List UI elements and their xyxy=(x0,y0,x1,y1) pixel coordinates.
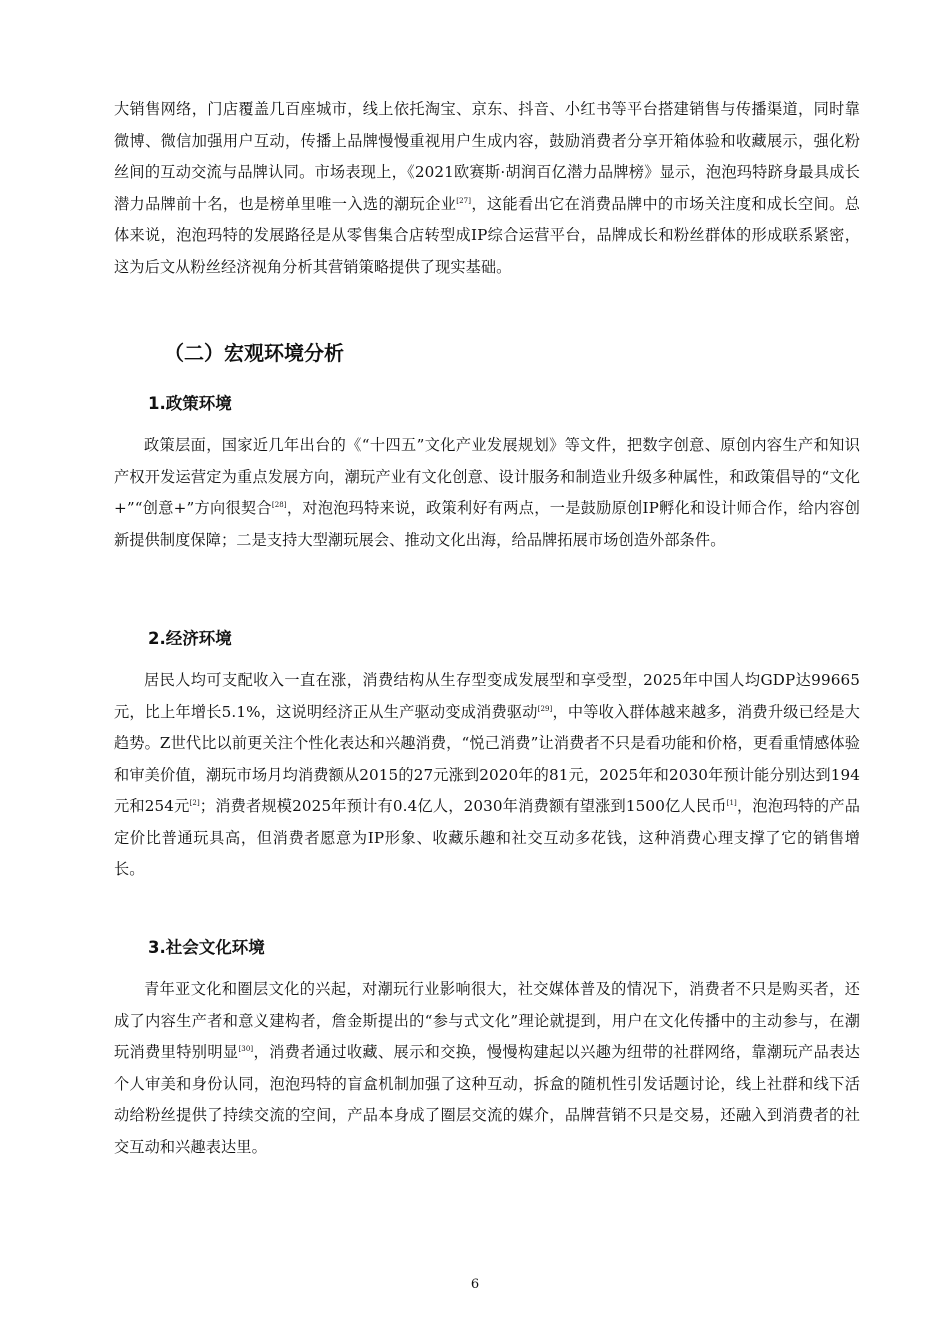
paragraph-text: ，对泡泡玛特来说，政策利好有两点，一是鼓励原创IP孵化和设计师合作，给内容创新提供制度保障；二是支持大型潮玩展会、推动文化出海，给品牌拓展市场创造外部条件。 xyxy=(114,499,860,549)
paragraph-text: 政策层面，国家近几年出台的《“十四五”文化产业发展规划》等文件，把数字创意、原创内容生产和知识产权开发运营定为重点发展方向，潮玩产业有文化创意、设计服务和制造业升级多种属性，和政策倡导的“文化+”“创意+”方向很契合 xyxy=(114,436,860,517)
section-heading: （二）宏观环境分析 xyxy=(164,341,344,365)
citation-ref: [2] xyxy=(189,798,200,807)
body-paragraph-policy xyxy=(114,430,860,556)
body-paragraph-social-culture xyxy=(114,974,860,1163)
paragraph-text: 青年亚文化和圈层文化的兴起，对潮玩行业影响很大，社交媒体普及的情况下，消费者不只是购买者，还成了内容生产者和意义建构者，詹金斯提出的“参与式文化”理论就提到，用户在文化传播中的主动参与，在潮玩消费里特别明显 xyxy=(114,980,860,1061)
paragraph-text: ，中等收入群体越来越多，消费升级已经是大趋势。Z世代比以前更关注个性化表达和兴趣消费，“悦己消费”让消费者不只是看功能和价格，更看重情感体验和审美价值，潮玩市场月均消费额从2015的27元涨到2020年的81元，2025年和2030年预计能分别达到194元和254元 xyxy=(114,702,861,815)
body-paragraph-economy xyxy=(114,665,860,886)
page-number: 6 xyxy=(470,1277,480,1292)
paragraph-text: ，消费者通过收藏、展示和交换，慢慢构建起以兴趣为纽带的社群网络，靠潮玩产品表达个人审美和身份认同，泡泡玛特的盲盒机制加强了这种互动，拆盒的随机性引发话题讨论，线上社群和线下活动给粉丝提供了持续交流的空间，产品本身成了圈层交流的媒介，品牌营销不只是交易，还融入到消费者的社交互动和兴趣表达里。 xyxy=(114,1043,860,1156)
citation-ref: [29] xyxy=(537,704,553,713)
citation-ref: [30] xyxy=(238,1044,254,1053)
body-paragraph-continued xyxy=(114,94,860,283)
subsection-heading-economy: 2.经济环境 xyxy=(148,629,232,648)
subsection-heading-social-culture: 3.社会文化环境 xyxy=(148,938,265,957)
paragraph-text: ；消费者规模2025年预计有0.4亿人，2030年消费额有望涨到1500亿人民币 xyxy=(199,797,727,815)
paragraph-text: ，这能看出它在消费品牌中的市场关注度和成长空间。总体来说，泡泡玛特的发展路径是从零售集合店转型成IP综合运营平台，品牌成长和粉丝群体的形成联系紧密，这为后文从粉丝经济视角分析其营销策略提供了现实基础。 xyxy=(114,194,861,276)
citation-ref: [28] xyxy=(271,500,287,509)
citation-ref: [1] xyxy=(726,798,737,807)
paragraph-text: 大销售网络，门店覆盖几百座城市，线上依托淘宝、京东、抖音、小红书等平台搭建销售与传播渠道，同时靠微博、微信加强用户互动，传播上品牌慢慢重视用户生成内容，鼓励消费者分享开箱体验和收藏展示，强化粉丝间的互动交流与品牌认同。市场表现上，《2021欧赛斯·胡润百亿潜力品牌榜》显示，泡泡玛特跻身最具成长潜力品牌前十名，也是榜单里唯一入选的潮玩企业 xyxy=(114,100,860,213)
paragraph-text: ，泡泡玛特的产品定价比普通玩具高，但消费者愿意为IP形象、收藏乐趣和社交互动多花钱，这种消费心理支撑了它的销售增长。 xyxy=(114,797,860,878)
citation-ref: [27] xyxy=(456,196,472,205)
subsection-heading-policy: 1.政策环境 xyxy=(148,394,232,413)
paragraph-text: 居民人均可支配收入一直在涨，消费结构从生存型变成发展型和享受型，2025年中国人均GDP达99665元，比上年增长5.1%，这说明经济正从生产驱动变成消费驱动 xyxy=(114,671,860,721)
